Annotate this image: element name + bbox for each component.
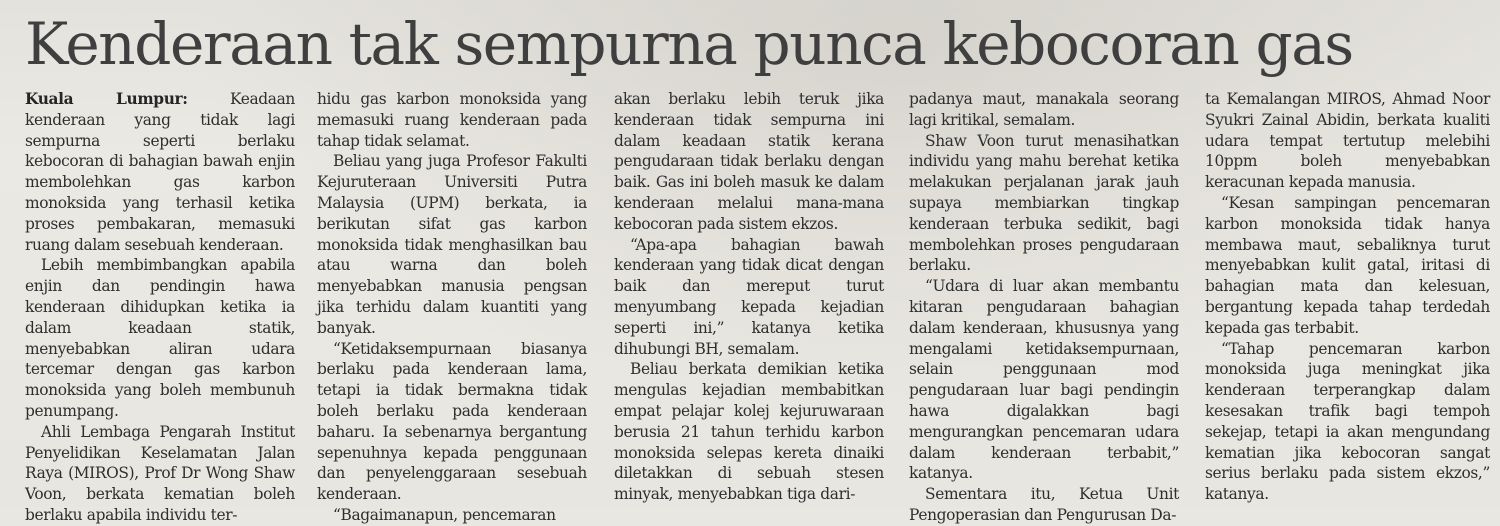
- paragraph: Beliau yang juga Profesor Fakulti Kejuruteraan Universiti Putra Malaysia (UPM) berkata, ia berikutan sifat gas karbon monoksida tidak menghasilkan bau atau warna dan boleh menyebabkan manusia pengsan jika terhidu dalam kuantiti yang banyak.: [317, 152, 587, 337]
- paragraph: hidu gas karbon monoksida yang memasuki ruang kenderaan pada tahap tidak selamat.: [317, 90, 587, 150]
- paragraph: Shaw Voon turut menasihatkan individu yang mahu berehat ketika melakukan perjalanan jarak jauh supaya membiarkan tingkap kenderaan terbuka sedikit, bagi membolehkan proses pengudaraan berlaku.: [909, 131, 1179, 275]
- paragraph: Beliau berkata demikian ketika mengulas kejadian membabitkan empat pelajar kolej kejuruwaraan berusia 21 tahun terhidu karbon monoksida selepas kereta dinaiki diletakkan di sebuah stesen minyak, menyebabkan tiga dari-: [614, 360, 884, 504]
- article-body: [25, 89, 1490, 524]
- paragraph: “Kesan sampingan pencemaran karbon monoksida tidak hanya membawa maut, sebaliknya turut menyebabkan kulit gatal, iritasi di bahagian mata dan kelesuan, bergantung kepada tahap terdedah kepada gas terbabit.: [1205, 193, 1490, 337]
- article-column: [25, 89, 295, 524]
- paragraph: “Apa-apa bahagian bawah kenderaan yang tidak dicat dengan baik dan mereput turut menyumbang kepada kejadian seperti ini,” katanya ketika dihubungi BH, semalam.: [614, 235, 884, 358]
- dateline: Kuala Lumpur:: [25, 90, 188, 108]
- headline: Kenderaan tak sempurna punca kebocoran gas: [25, 10, 1353, 78]
- paragraph: akan berlaku lebih teruk jika kenderaan tidak sempurna ini dalam keadaan statik kerana pengudaraan tidak berlaku dengan baik. Gas ini boleh masuk ke dalam kenderaan melalui mana-mana kebocoran pada sistem ekzos.: [614, 90, 884, 233]
- paragraph-text: Keadaan kenderaan yang tidak lagi sempurna seperti berlaku kebocoran di bahagian bawah enjin membolehkan gas karbon monoksida yang terhasil ketika proses pembakaran, memasuki ruang dalam sesebuah kenderaan.: [25, 90, 295, 254]
- article-column: [317, 89, 587, 524]
- paragraph: Sementara itu, Ketua Unit Pengoperasian dan Pengurusan Da-: [909, 485, 1179, 524]
- paragraph: [25, 89, 295, 255]
- paragraph: “Tahap pencemaran karbon monoksida juga meningkat jika kenderaan terperangkap dalam kesesakan trafik bagi tempoh sekejap, tetapi ia akan mengundang kematian jika kebocoran sangat serius berlaku pada sistem ekzos,” katanya.: [1205, 339, 1490, 504]
- article-column: [909, 89, 1179, 524]
- article-column: [614, 89, 884, 504]
- article-column: [1205, 89, 1490, 504]
- paragraph: “Udara di luar akan membantu kitaran pengudaraan bahagian dalam kenderaan, khususnya yang mengalami ketidaksempurnaan, selain penggunaan mod pengudaraan luar bagi pendingin hawa digalakkan bagi mengurangkan pencemaran udara dalam kenderaan terbabit,” katanya.: [909, 277, 1179, 483]
- paragraph: ta Kemalangan MIROS, Ahmad Noor Syukri Zainal Abidin, berkata kualiti udara tempat tertutup melebihi 10ppm boleh menyebabkan keracunan kepada manusia.: [1205, 90, 1490, 192]
- paragraph: “Ketidaksempurnaan biasanya berlaku pada kenderaan lama, tetapi ia tidak bermakna tidak boleh berlaku pada kenderaan baharu. Ia sebenarnya bergantung sepenuhnya kepada penggunaan dan penyelenggaraan sesebuah kenderaan.: [317, 339, 587, 504]
- paragraph: Lebih membimbangkan apabila enjin dan pendingin hawa kenderaan dihidupkan ketika ia dalam keadaan statik, menyebabkan aliran udara tercemar dengan gas karbon monoksida yang boleh membunuh penumpang.: [25, 256, 295, 420]
- paragraph: “Bagaimanapun, pencemaran: [333, 505, 556, 524]
- paragraph: Ahli Lembaga Pengarah Institut Penyelidikan Keselamatan Jalan Raya (MIROS), Prof Dr Wong Shaw Voon, berkata kematian boleh berlaku apabila individu ter-: [25, 422, 295, 524]
- paragraph: padanya maut, manakala seorang lagi kritikal, semalam.: [909, 90, 1179, 129]
